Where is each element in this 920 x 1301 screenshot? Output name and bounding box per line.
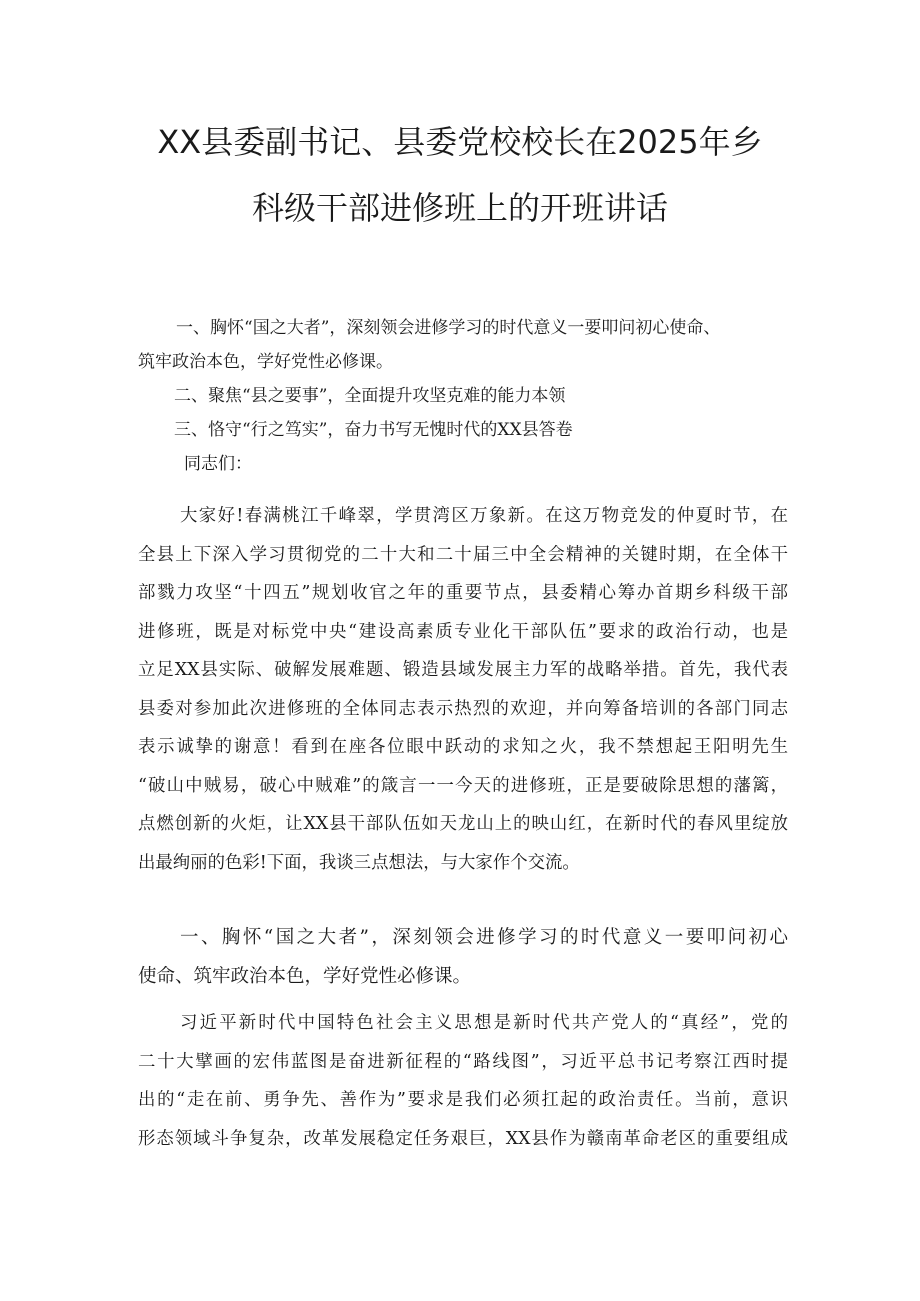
paragraph-line: 习近平新时代中国特色社会主义思想是新时代共产党人的“真经”，党的 <box>180 1013 788 1033</box>
section-1-heading <box>138 919 788 996</box>
paragraph-line: 立足XX县实际、破解发展难题、锻造县域发展主力军的战略举措。首先，我代表 <box>138 660 788 680</box>
paragraph-line: 出的“走在前、勇争先、善作为”要求是我们必须扛起的政治责任。当前，意识 <box>138 1090 788 1110</box>
paragraph-line: 大家好!春满桃江千峰翠，学贯湾区万象新。在这万物竞发的仲夏时节，在 <box>180 506 788 526</box>
paragraph-line: “破山中贼易，破心中贼难”的箴言一一今天的进修班，正是要破除思想的藩篱， <box>138 775 788 796</box>
paragraph-line: 部戮力攻坚“十四五”规划收官之年的重要节点，县委精心筹办首期乡科级干部 <box>138 583 788 603</box>
paragraph-line: 表示诚挚的谢意！看到在座各位眼中跃动的求知之火，我不禁想起王阳明先生 <box>138 737 788 757</box>
paragraph-section-1 <box>138 1004 788 1158</box>
paragraph-line: 二十大擘画的宏伟蓝图是奋进新征程的“路线图”，习近平总书记考察江西时提 <box>138 1051 788 1072</box>
outline-item-1-line-2: 筑牢政治本色，学好党性必修课。 <box>138 352 393 372</box>
outline-list <box>138 311 798 481</box>
outline-item-3: 三、恪守“行之笃实”，奋力书写无愧时代的XX县答卷 <box>174 420 573 440</box>
section-heading-line: 一、胸怀“国之大者”，深刻领会进修学习的时代意义一要叩问初心 <box>180 927 788 948</box>
section-heading-line: 使命、筑牢政治本色，学好党性必修课。 <box>138 965 472 987</box>
paragraph-line: 进修班，既是对标党中央“建设高素质专业化干部队伍”要求的政治行动，也是 <box>138 621 788 642</box>
paragraph-line: 县委对参加此次进修班的全体同志表示热烈的欢迎，并向筹备培训的各部门同志 <box>138 698 788 719</box>
document-title-line-2: 科级干部进修班上的开班讲话 <box>251 189 668 227</box>
paragraph-line: 形态领域斗争复杂，改革发展稳定任务艰巨，XX县作为赣南革命老区的重要组成 <box>138 1128 788 1149</box>
paragraph-line: 全县上下深入学习贯彻党的二十大和二十届三中全会精神的关键时期，在全体干 <box>138 544 788 565</box>
outline-item-2: 二、聚焦“县之要事”，全面提升攻坚克难的能力本领 <box>174 386 566 406</box>
outline-item-1-line-1: 一、胸怀“国之大者”，深刻领会进修学习的时代意义一要叩问初心使命、 <box>176 318 721 338</box>
paragraph-intro <box>138 497 788 882</box>
document-title-line-1: XX县委副书记、县委党校校长在2025年乡 <box>157 123 763 161</box>
paragraph-line: 点燃创新的火炬，让XX县干部队伍如天龙山上的映山红，在新时代的春风里绽放 <box>138 814 788 834</box>
paragraph-line: 出最绚丽的色彩!下面，我谈三点想法，与大家作个交流。 <box>138 852 580 873</box>
greeting: 同志们： <box>184 454 252 474</box>
